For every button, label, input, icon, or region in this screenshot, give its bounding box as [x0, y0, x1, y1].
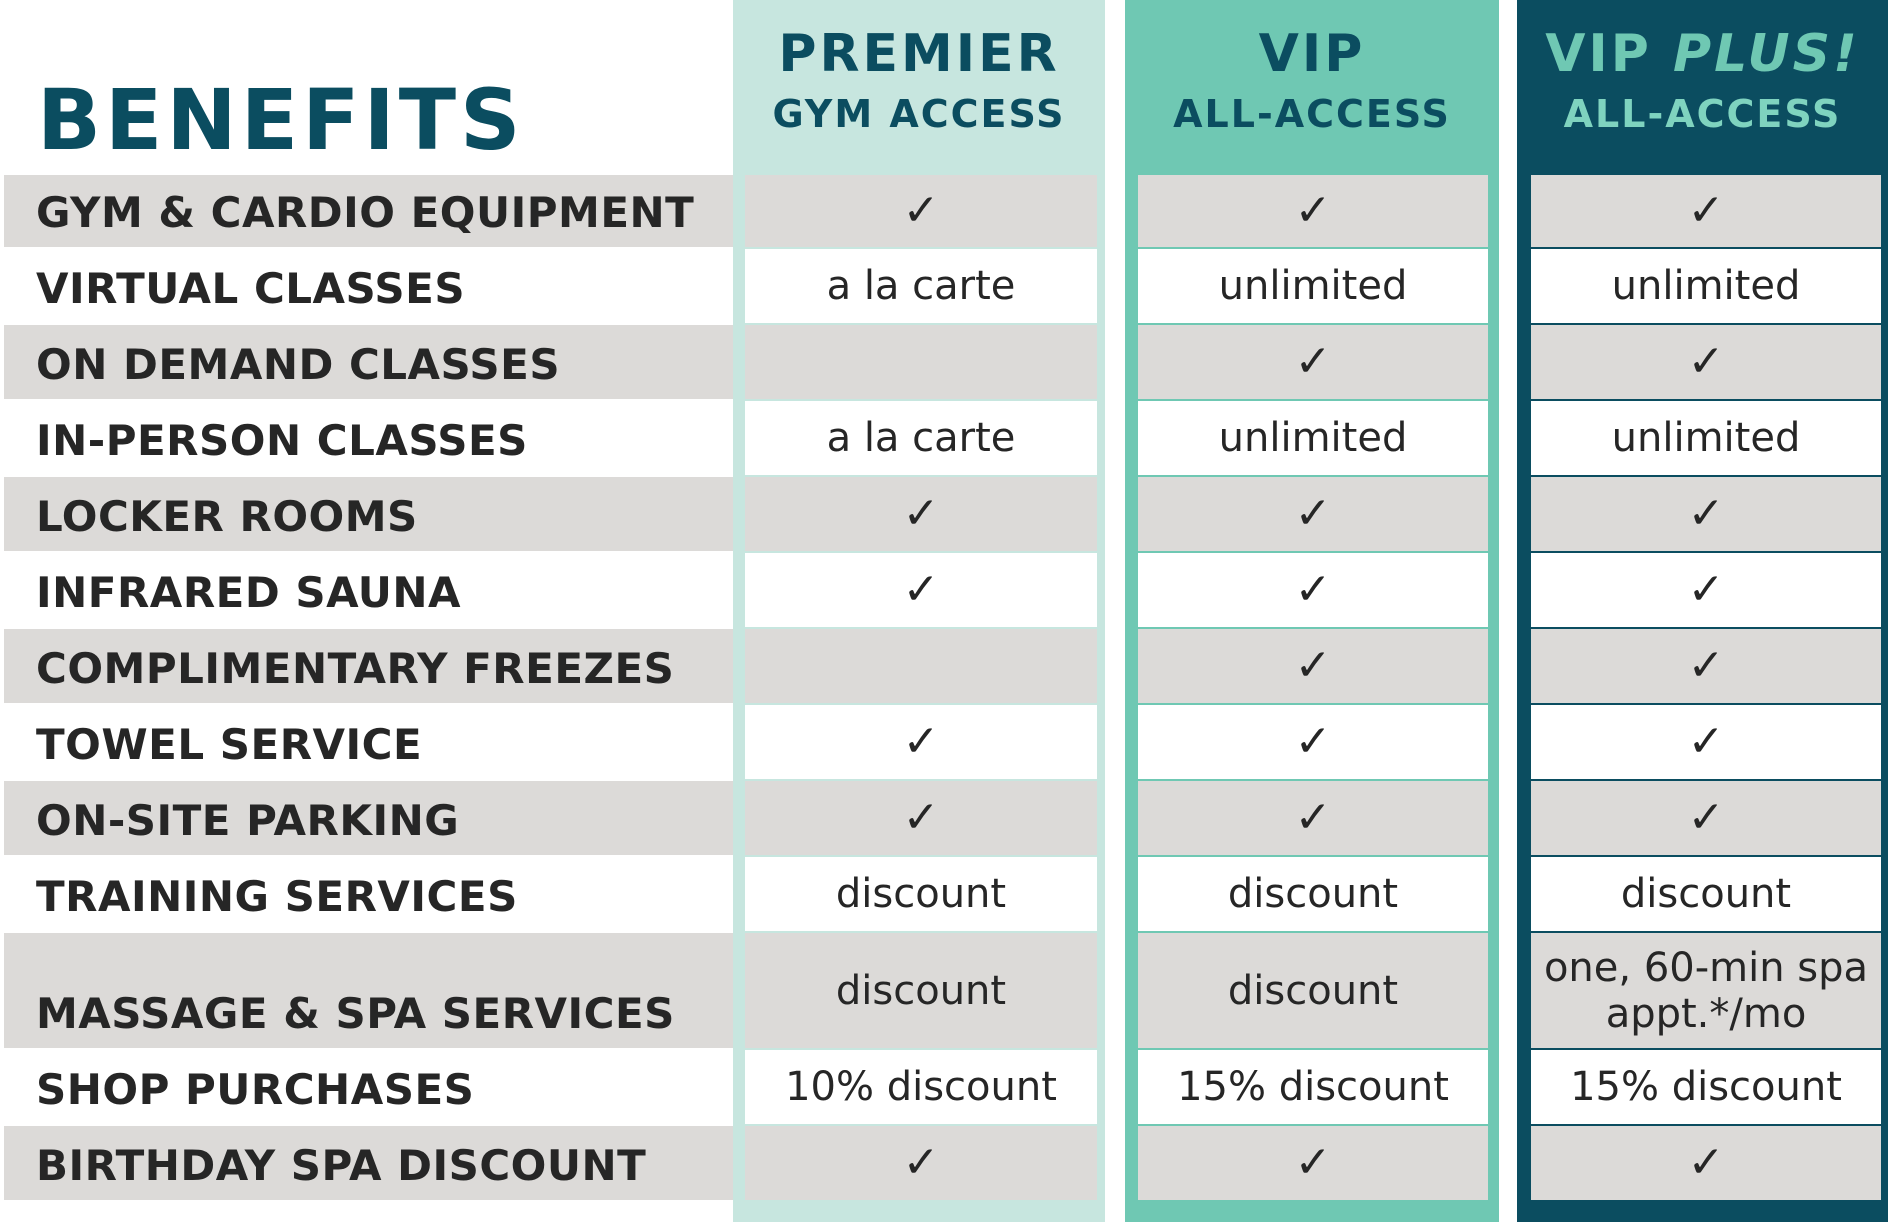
table-row — [4, 933, 1888, 1048]
checkmark-icon: ✓ — [1294, 1136, 1332, 1188]
checkmark-icon: ✓ — [1687, 335, 1725, 387]
benefit-value: discount — [835, 871, 1007, 917]
benefit-label: TOWEL SERVICE — [36, 720, 423, 769]
benefit-value: unlimited — [1218, 263, 1408, 309]
benefit-value: discount — [1620, 871, 1792, 917]
benefit-value: a la carte — [826, 415, 1016, 461]
benefit-value: unlimited — [1611, 263, 1801, 309]
checkmark-icon: ✓ — [1687, 715, 1725, 767]
checkmark-icon: ✓ — [1294, 563, 1332, 615]
checkmark-icon: ✓ — [1687, 563, 1725, 615]
benefit-label: TRAINING SERVICES — [36, 872, 518, 921]
vip-plus-header — [1517, 22, 1888, 142]
premier-header-title: PREMIER — [778, 24, 1060, 84]
vip-header-subtitle: ALL-ACCESS — [1173, 92, 1451, 136]
checkmark-icon: ✓ — [902, 184, 940, 236]
checkmark-icon: ✓ — [1294, 184, 1332, 236]
vip-header — [1125, 22, 1499, 142]
table-row — [4, 705, 1888, 779]
benefit-value: a la carte — [826, 263, 1016, 309]
benefit-label: IN-PERSON CLASSES — [36, 416, 528, 465]
benefit-value: one, 60-min spa appt.*/mo — [1543, 944, 1869, 1037]
table-row — [4, 325, 1888, 399]
checkmark-icon: ✓ — [1294, 715, 1332, 767]
checkmark-icon: ✓ — [1687, 639, 1725, 691]
benefit-label: COMPLIMENTARY FREEZES — [36, 644, 675, 693]
checkmark-icon: ✓ — [902, 1136, 940, 1188]
benefit-label: ON DEMAND CLASSES — [36, 340, 561, 389]
checkmark-icon: ✓ — [1687, 487, 1725, 539]
table-row — [4, 249, 1888, 323]
benefit-value: 15% discount — [1177, 1064, 1449, 1110]
table-row — [4, 857, 1888, 931]
checkmark-icon: ✓ — [1687, 1136, 1725, 1188]
benefit-value: discount — [1227, 967, 1399, 1014]
benefit-value — [745, 325, 1097, 399]
checkmark-icon: ✓ — [1687, 184, 1725, 236]
benefit-value: unlimited — [1611, 415, 1801, 461]
benefit-value: discount — [835, 967, 1007, 1014]
page-title: BENEFITS — [37, 71, 525, 169]
benefit-value — [745, 629, 1097, 703]
checkmark-icon: ✓ — [1687, 791, 1725, 843]
checkmark-icon: ✓ — [902, 563, 940, 615]
benefit-label: BIRTHDAY SPA DISCOUNT — [36, 1141, 647, 1190]
vip-plus-title-part: VIP — [1545, 24, 1673, 84]
benefit-value: discount — [1227, 871, 1399, 917]
table-row — [4, 175, 1888, 247]
benefit-value: 10% discount — [785, 1064, 1057, 1110]
checkmark-icon: ✓ — [902, 715, 940, 767]
table-row — [4, 781, 1888, 855]
checkmark-icon: ✓ — [1294, 791, 1332, 843]
vip-header-title: VIP — [1258, 24, 1366, 84]
vip-plus-header-subtitle: ALL-ACCESS — [1563, 92, 1842, 136]
premier-header-subtitle: GYM ACCESS — [772, 92, 1066, 136]
checkmark-icon: ✓ — [1294, 335, 1332, 387]
benefit-label: MASSAGE & SPA SERVICES — [36, 989, 675, 1038]
benefit-label: INFRARED SAUNA — [36, 568, 462, 617]
table-row — [4, 553, 1888, 627]
checkmark-icon: ✓ — [902, 487, 940, 539]
benefit-label: GYM & CARDIO EQUIPMENT — [36, 188, 695, 237]
table-row — [4, 477, 1888, 551]
benefit-label: LOCKER ROOMS — [36, 492, 418, 541]
benefit-label: SHOP PURCHASES — [36, 1065, 475, 1114]
vip-plus-header-title — [1517, 22, 1888, 86]
checkmark-icon: ✓ — [1294, 639, 1332, 691]
checkmark-icon: ✓ — [1294, 487, 1332, 539]
benefit-label: VIRTUAL CLASSES — [36, 264, 466, 313]
premier-header — [733, 22, 1105, 142]
checkmark-icon: ✓ — [902, 791, 940, 843]
table-row — [4, 1050, 1888, 1124]
vip-plus-title-emphasis: PLUS! — [1673, 24, 1860, 84]
table-row — [4, 401, 1888, 475]
benefit-value: 15% discount — [1570, 1064, 1842, 1110]
benefit-value: unlimited — [1218, 415, 1408, 461]
benefit-label: ON-SITE PARKING — [36, 796, 460, 845]
table-row — [4, 629, 1888, 703]
table-row — [4, 1126, 1888, 1200]
